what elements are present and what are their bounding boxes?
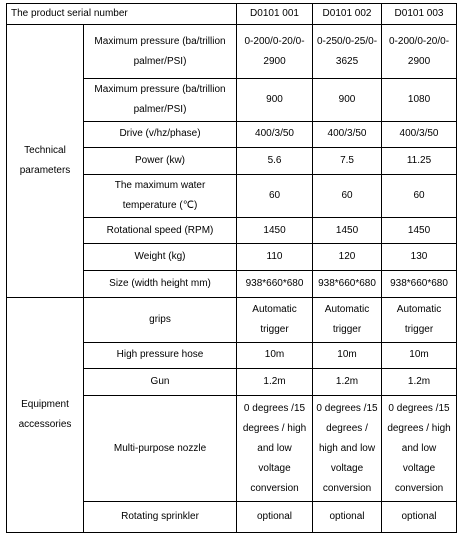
row-value: 130 (382, 244, 457, 271)
row-label: Weight (kg) (84, 244, 237, 271)
spec-table (6, 3, 457, 533)
row-value: 1.2m (237, 369, 313, 396)
row-value: Automatic trigger (313, 297, 382, 342)
row-value: 0-200/0-20/0-2900 (237, 25, 313, 78)
row-value: 900 (237, 78, 313, 121)
table-row (7, 297, 457, 342)
row-value: 1450 (237, 217, 313, 244)
row-value: 11.25 (382, 148, 457, 175)
row-label: Multi-purpose nozzle (84, 395, 237, 501)
row-label: Maximum pressure (ba/trillion palmer/PSI) (84, 78, 237, 121)
header-model-1: D0101 001 (237, 4, 313, 25)
row-label: The maximum water temperature (℃) (84, 174, 237, 217)
row-value: 0 degrees /15 degrees / high and low voltage conversion (237, 395, 313, 501)
row-value: 60 (313, 174, 382, 217)
row-value: Automatic trigger (382, 297, 457, 342)
row-value: optional (313, 502, 382, 533)
row-label: Gun (84, 369, 237, 396)
row-value: optional (237, 502, 313, 533)
row-value: 0-250/0-25/0-3625 (313, 25, 382, 78)
row-value: 7.5 (313, 148, 382, 175)
row-label: Drive (v/hz/phase) (84, 121, 237, 148)
header-title: The product serial number (7, 4, 237, 25)
row-value: 1450 (313, 217, 382, 244)
row-value: 10m (382, 342, 457, 369)
row-label: grips (84, 297, 237, 342)
row-label: Size (width height mm) (84, 271, 237, 298)
row-value: 900 (313, 78, 382, 121)
header-model-2: D0101 002 (313, 4, 382, 25)
row-value: 5.6 (237, 148, 313, 175)
row-value: 1450 (382, 217, 457, 244)
group-label-accessories: Equipment accessories (7, 297, 84, 532)
row-value: 400/3/50 (382, 121, 457, 148)
row-value: 938*660*680 (237, 271, 313, 298)
row-value: 120 (313, 244, 382, 271)
row-value: 1.2m (313, 369, 382, 396)
row-value: 60 (382, 174, 457, 217)
row-value: 10m (313, 342, 382, 369)
row-value: Automatic trigger (237, 297, 313, 342)
table-row (7, 25, 457, 78)
row-label: Maximum pressure (ba/trillion palmer/PSI) (84, 25, 237, 78)
row-value: 400/3/50 (237, 121, 313, 148)
row-value: 400/3/50 (313, 121, 382, 148)
row-value: 10m (237, 342, 313, 369)
row-label: Power (kw) (84, 148, 237, 175)
row-value: 1080 (382, 78, 457, 121)
row-value: 0-200/0-20/0-2900 (382, 25, 457, 78)
row-value: 0 degrees /15 degrees / high and low voltage conversion (313, 395, 382, 501)
row-value: 60 (237, 174, 313, 217)
row-value: 0 degrees /15 degrees / high and low voltage conversion (382, 395, 457, 501)
row-value: 1.2m (382, 369, 457, 396)
row-label: Rotational speed (RPM) (84, 217, 237, 244)
row-value: 938*660*680 (382, 271, 457, 298)
header-model-3: D0101 003 (382, 4, 457, 25)
row-value: optional (382, 502, 457, 533)
row-value: 110 (237, 244, 313, 271)
row-label: High pressure hose (84, 342, 237, 369)
header-row (7, 4, 457, 25)
row-value: 938*660*680 (313, 271, 382, 298)
group-label-technical: Technical parameters (7, 25, 84, 297)
row-label: Rotating sprinkler (84, 502, 237, 533)
